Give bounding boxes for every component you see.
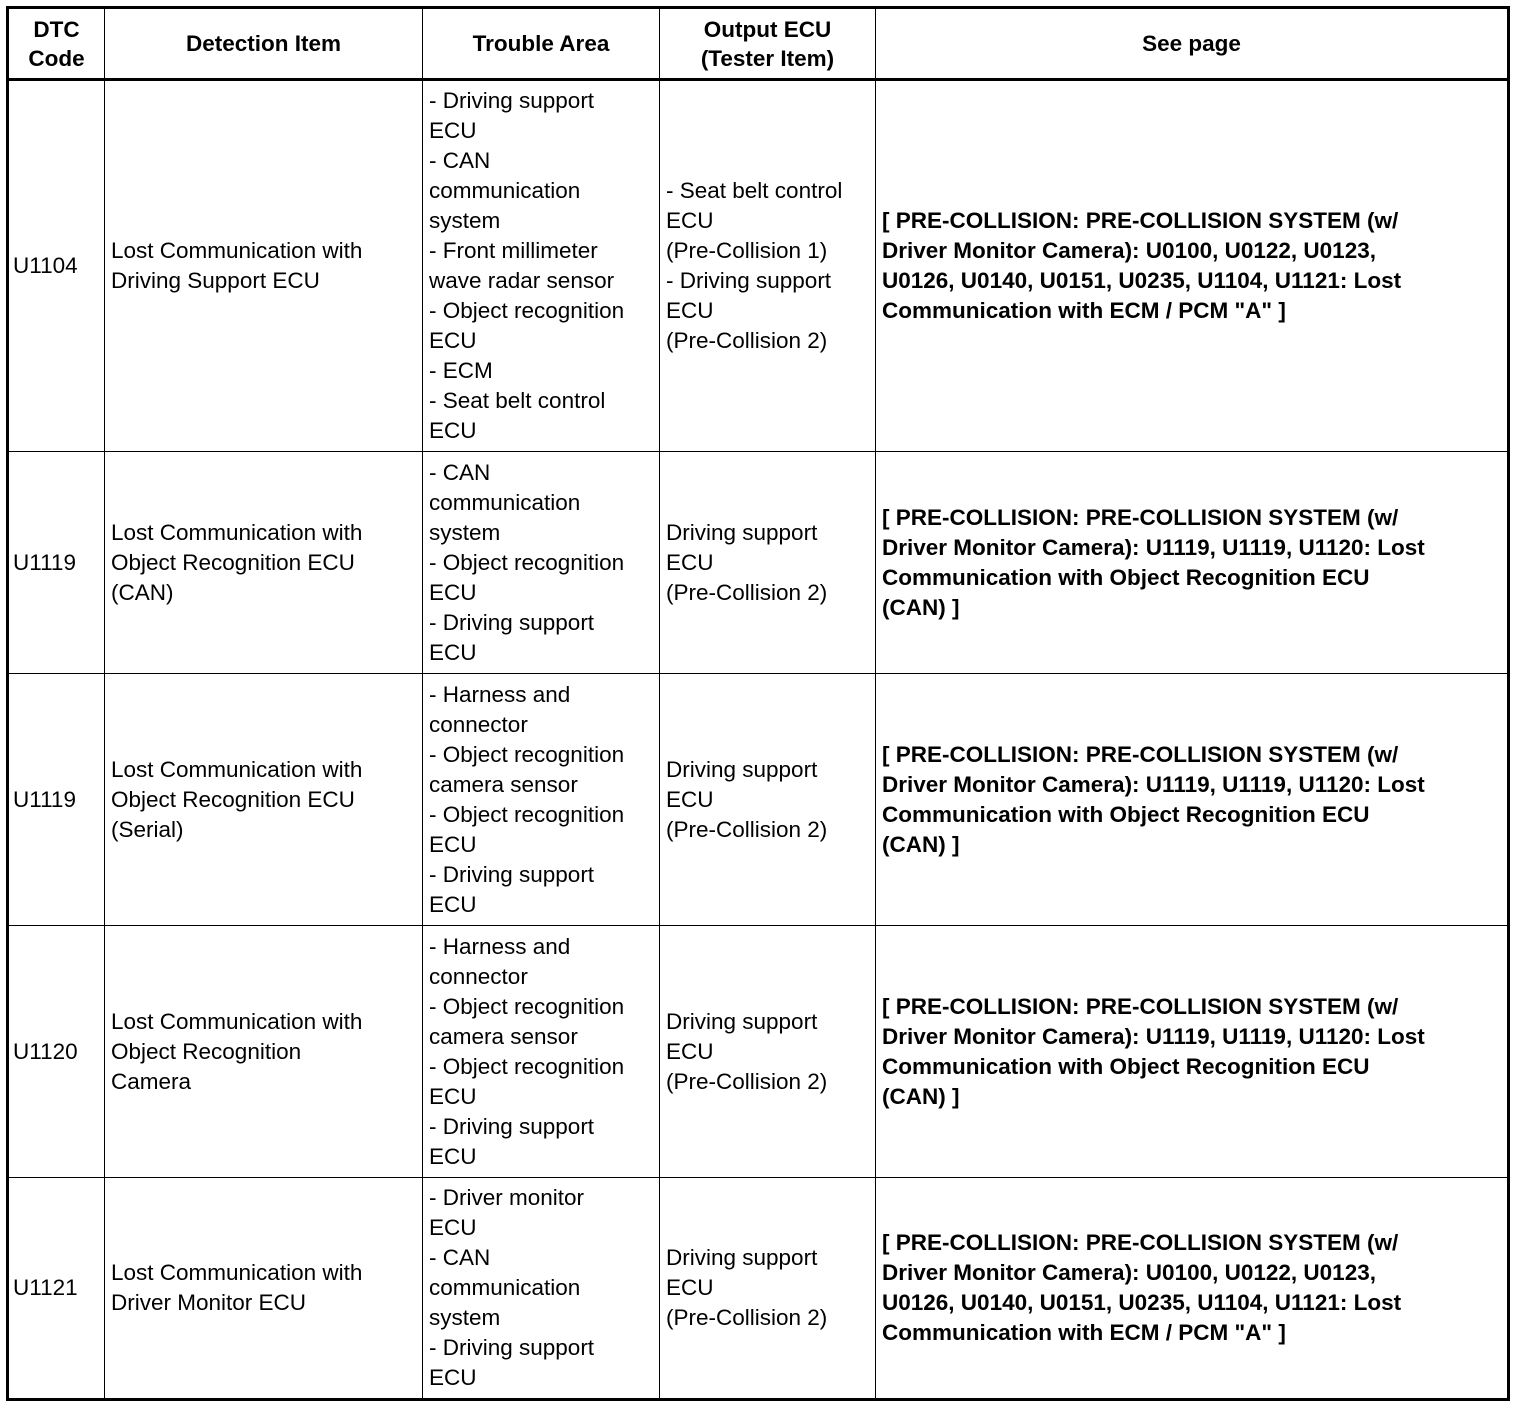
dtc-table <box>6 6 1510 1401</box>
table-row <box>8 452 1509 674</box>
trouble-area-cell-line: ECU <box>429 1365 477 1390</box>
table-row <box>8 1178 1509 1400</box>
output-ecu-cell-line: ECU <box>666 1038 714 1064</box>
output-ecu-cell-line: (Pre-Collision 2) <box>666 328 828 353</box>
output-ecu-cell <box>660 1178 876 1400</box>
output-ecu-cell-line: ECU <box>666 208 714 233</box>
output-ecu-cell-line: (Pre-Collision 2) <box>666 816 828 842</box>
trouble-area-cell-line: - Driving support <box>429 88 595 113</box>
see-page-cell-line: Driver Monitor Camera): U1119, U1119, U1120: Lost <box>882 771 1425 797</box>
output-ecu-cell-line: - Driving support <box>666 268 832 293</box>
see-page-cell-line: Communication with ECM / PCM "A" ] <box>882 1320 1286 1345</box>
output-ecu-cell <box>660 80 876 452</box>
see-page-cell-line: (CAN) ] <box>882 1083 960 1109</box>
detection-item-cell-line: Lost Communication with <box>111 1008 363 1034</box>
table-row <box>8 80 1509 452</box>
trouble-area-cell-line: ECU <box>429 639 477 665</box>
header-output-ecu-line2: (Tester Item) <box>700 45 835 71</box>
trouble-area-cell-line: ECU <box>429 1215 477 1240</box>
table-row <box>8 926 1509 1178</box>
trouble-area-cell-line: ECU <box>429 1143 477 1169</box>
header-dtc-code <box>8 8 105 80</box>
header-dtc-code-line2: Code <box>28 45 85 71</box>
trouble-area-cell-line: - Object recognition <box>429 993 625 1019</box>
trouble-area-cell <box>423 674 660 926</box>
output-ecu-cell-line: ECU <box>666 549 714 575</box>
output-ecu-cell <box>660 452 876 674</box>
trouble-area-cell-line: ECU <box>429 418 477 443</box>
trouble-area-cell-line: - Front millimeter <box>429 238 598 263</box>
see-page-cell-line: Driver Monitor Camera): U1119, U1119, U1120: Lost <box>882 1023 1425 1049</box>
detection-item-cell-line: Lost Communication with <box>111 1260 363 1285</box>
output-ecu-cell-line: Driving support <box>666 756 818 782</box>
trouble-area-cell <box>423 80 660 452</box>
detection-item-cell-line: Object Recognition ECU <box>111 786 355 812</box>
see-page-cell-line: U0126, U0140, U0151, U0235, U1104, U1121: Lost <box>882 1290 1402 1315</box>
dtc-code-cell: U1121 <box>8 1178 105 1400</box>
dtc-code-cell: U1104 <box>8 80 105 452</box>
table-row <box>8 674 1509 926</box>
header-detection-item: Detection Item <box>105 8 423 80</box>
see-page-cell-line: Communication with Object Recognition ECU <box>882 1053 1370 1079</box>
detection-item-cell <box>105 452 423 674</box>
output-ecu-cell-line: Driving support <box>666 1245 818 1270</box>
detection-item-cell-line: Object Recognition ECU <box>111 549 355 575</box>
detection-item-cell-line: (CAN) <box>111 579 174 605</box>
output-ecu-cell-line: ECU <box>666 1275 714 1300</box>
see-page-cell-line: U0126, U0140, U0151, U0235, U1104, U1121: Lost <box>882 268 1402 293</box>
see-page-cell-line: [ PRE-COLLISION: PRE-COLLISION SYSTEM (w/ <box>882 993 1399 1019</box>
output-ecu-cell-line: Driving support <box>666 519 818 545</box>
output-ecu-cell-line: (Pre-Collision 2) <box>666 1068 828 1094</box>
output-ecu-cell-line: - Seat belt control <box>666 178 843 203</box>
output-ecu-cell-line: (Pre-Collision 2) <box>666 1305 828 1330</box>
trouble-area-cell-line: - Object recognition <box>429 549 625 575</box>
trouble-area-cell-line: connector <box>429 963 528 989</box>
trouble-area-cell <box>423 452 660 674</box>
see-page-cell-line: Driver Monitor Camera): U0100, U0122, U0123, <box>882 238 1376 263</box>
detection-item-cell <box>105 1178 423 1400</box>
see-page-cell-line: Communication with Object Recognition ECU <box>882 801 1370 827</box>
table-header-row <box>8 8 1509 80</box>
detection-item-cell-line: Camera <box>111 1068 192 1094</box>
see-page-cell-line: [ PRE-COLLISION: PRE-COLLISION SYSTEM (w/ <box>882 741 1399 767</box>
trouble-area-cell-line: system <box>429 208 501 233</box>
trouble-area-cell-line: - Driving support <box>429 1335 595 1360</box>
header-trouble-area: Trouble Area <box>423 8 660 80</box>
trouble-area-cell-line: communication <box>429 489 581 515</box>
trouble-area-cell-line: ECU <box>429 831 477 857</box>
see-page-cell[interactable] <box>876 1178 1509 1400</box>
trouble-area-cell-line: - CAN <box>429 459 491 485</box>
trouble-area-cell-line: system <box>429 519 501 545</box>
output-ecu-cell-line: ECU <box>666 786 714 812</box>
dtc-code-cell: U1119 <box>8 452 105 674</box>
see-page-cell[interactable] <box>876 926 1509 1178</box>
dtc-code-cell: U1120 <box>8 926 105 1178</box>
trouble-area-cell-line: ECU <box>429 891 477 917</box>
see-page-cell-line: Communication with Object Recognition ECU <box>882 564 1370 590</box>
trouble-area-cell-line: - Object recognition <box>429 1053 625 1079</box>
trouble-area-cell-line: communication <box>429 178 581 203</box>
see-page-cell-line: Driver Monitor Camera): U0100, U0122, U0123, <box>882 1260 1376 1285</box>
table-body <box>8 80 1509 1400</box>
trouble-area-cell-line: wave radar sensor <box>429 268 615 293</box>
trouble-area-cell-line: - CAN <box>429 1245 491 1270</box>
trouble-area-cell-line: - Object recognition <box>429 298 625 323</box>
detection-item-cell-line: Object Recognition <box>111 1038 302 1064</box>
output-ecu-cell-line: Driving support <box>666 1008 818 1034</box>
header-output-ecu <box>660 8 876 80</box>
dtc-code-cell: U1119 <box>8 674 105 926</box>
header-output-ecu-line1: Output ECU <box>703 16 832 42</box>
header-see-page: See page <box>876 8 1509 80</box>
trouble-area-cell-line: - Driver monitor <box>429 1185 585 1210</box>
see-page-cell[interactable] <box>876 80 1509 452</box>
trouble-area-cell-line: - Driving support <box>429 609 595 635</box>
detection-item-cell <box>105 80 423 452</box>
see-page-cell-line: (CAN) ] <box>882 594 960 620</box>
see-page-cell-line: [ PRE-COLLISION: PRE-COLLISION SYSTEM (w/ <box>882 504 1399 530</box>
trouble-area-cell <box>423 1178 660 1400</box>
trouble-area-cell-line: connector <box>429 711 528 737</box>
trouble-area-cell-line: - Object recognition <box>429 741 625 767</box>
detection-item-cell-line: Driving Support ECU <box>111 268 320 293</box>
trouble-area-cell-line: ECU <box>429 1083 477 1109</box>
trouble-area-cell-line: - Seat belt control <box>429 388 606 413</box>
see-page-cell-line: [ PRE-COLLISION: PRE-COLLISION SYSTEM (w/ <box>882 208 1399 233</box>
see-page-cell-line: Communication with ECM / PCM "A" ] <box>882 298 1286 323</box>
trouble-area-cell-line: system <box>429 1305 501 1330</box>
detection-item-cell <box>105 926 423 1178</box>
see-page-cell[interactable] <box>876 674 1509 926</box>
trouble-area-cell-line: - ECM <box>429 358 493 383</box>
trouble-area-cell-line: ECU <box>429 579 477 605</box>
trouble-area-cell-line: camera sensor <box>429 771 578 797</box>
trouble-area-cell-line: - Harness and <box>429 681 571 707</box>
trouble-area-cell-line: ECU <box>429 328 477 353</box>
detection-item-cell-line: Driver Monitor ECU <box>111 1290 307 1315</box>
trouble-area-cell-line: - CAN <box>429 148 491 173</box>
detection-item-cell-line: Lost Communication with <box>111 756 363 782</box>
detection-item-cell-line: Lost Communication with <box>111 519 363 545</box>
see-page-cell[interactable] <box>876 452 1509 674</box>
output-ecu-cell-line: (Pre-Collision 1) <box>666 238 828 263</box>
detection-item-cell-line: Lost Communication with <box>111 238 363 263</box>
header-dtc-code-line1: DTC <box>33 16 80 42</box>
trouble-area-cell-line: communication <box>429 1275 581 1300</box>
trouble-area-cell-line: camera sensor <box>429 1023 578 1049</box>
trouble-area-cell-line: - Driving support <box>429 861 595 887</box>
output-ecu-cell <box>660 674 876 926</box>
see-page-cell-line: (CAN) ] <box>882 831 960 857</box>
see-page-cell-line: Driver Monitor Camera): U1119, U1119, U1120: Lost <box>882 534 1425 560</box>
see-page-cell-line: [ PRE-COLLISION: PRE-COLLISION SYSTEM (w/ <box>882 1230 1399 1255</box>
trouble-area-cell-line: ECU <box>429 118 477 143</box>
trouble-area-cell-line: - Object recognition <box>429 801 625 827</box>
detection-item-cell-line: (Serial) <box>111 816 184 842</box>
trouble-area-cell <box>423 926 660 1178</box>
trouble-area-cell-line: - Driving support <box>429 1113 595 1139</box>
output-ecu-cell-line: (Pre-Collision 2) <box>666 579 828 605</box>
output-ecu-cell <box>660 926 876 1178</box>
output-ecu-cell-line: ECU <box>666 298 714 323</box>
detection-item-cell <box>105 674 423 926</box>
trouble-area-cell-line: - Harness and <box>429 933 571 959</box>
